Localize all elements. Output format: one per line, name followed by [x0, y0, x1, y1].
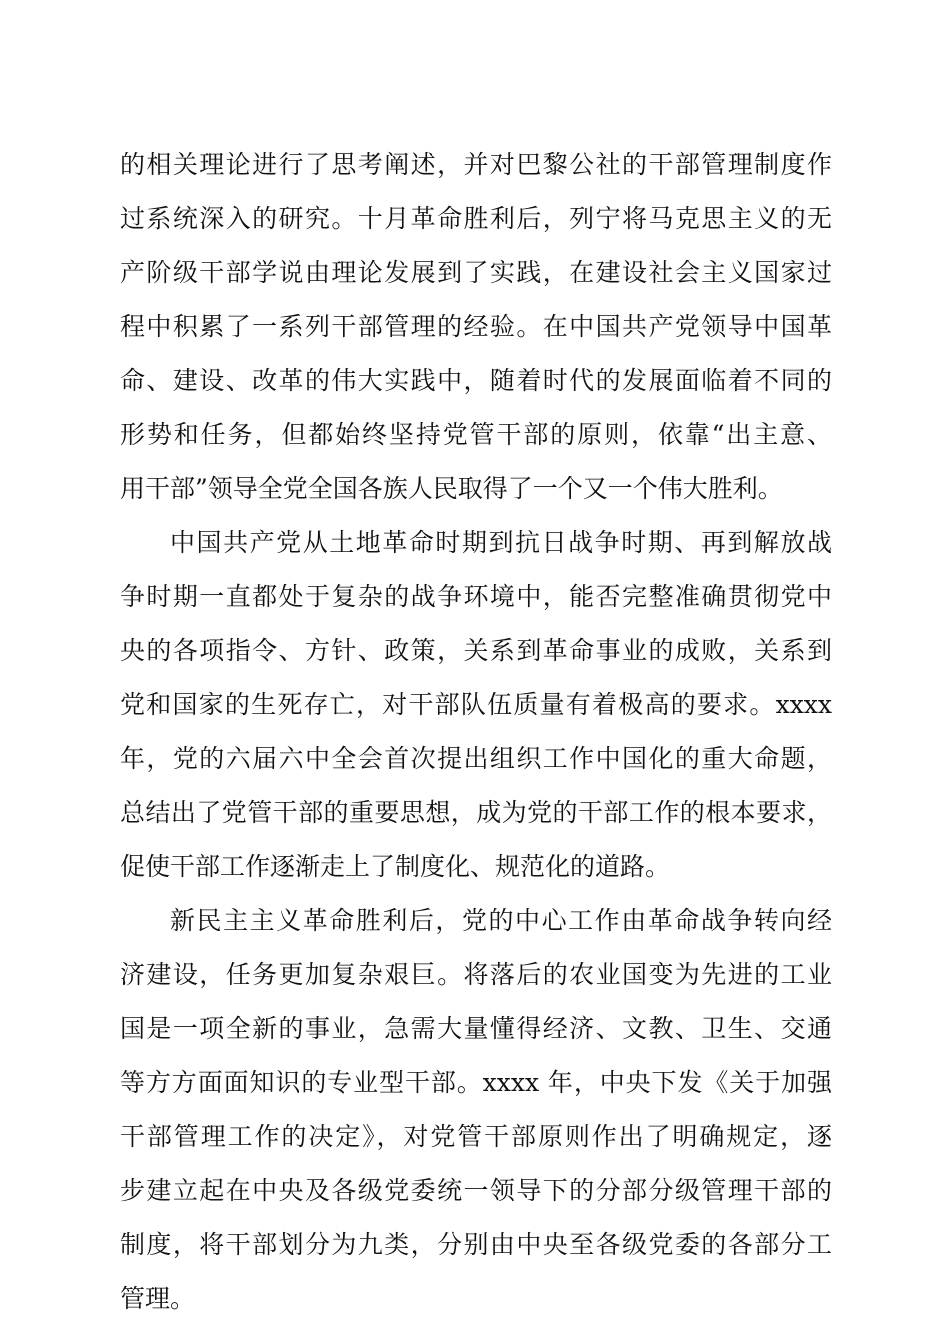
- text-line: 促使干部工作逐渐走上了制度化、规范化的道路。: [120, 852, 671, 881]
- text-line: 管理。: [120, 1284, 196, 1313]
- text-line: 济建设，任务更加复杂艰巨。将落后的农业国变为先进的工业: [120, 960, 832, 989]
- text-line: 等方方面面知识的专业型干部。xxxx 年，中央下发《关于加强: [120, 1068, 832, 1097]
- document-body: [120, 138, 832, 1326]
- text-line: 的相关理论进行了思考阐述，并对巴黎公社的干部管理制度作: [120, 150, 832, 179]
- text-line: 形势和任务，但都始终坚持党管干部的原则，依靠“出主意、: [120, 420, 832, 449]
- text-line: 总结出了党管干部的重要思想，成为党的干部工作的根本要求，: [120, 798, 832, 827]
- text-line: 命、建设、改革的伟大实践中，随着时代的发展面临着不同的: [120, 366, 832, 395]
- text-line: 新民主主义革命胜利后，党的中心工作由革命战争转向经: [170, 906, 832, 935]
- text-line: 过系统深入的研究。十月革命胜利后，列宁将马克思主义的无: [120, 204, 832, 233]
- text-line: 年，党的六届六中全会首次提出组织工作中国化的重大命题，: [120, 744, 832, 773]
- text-line: 中国共产党从土地革命时期到抗日战争时期、再到解放战: [170, 528, 832, 557]
- text-line: 程中积累了一系列干部管理的经验。在中国共产党领导中国革: [120, 312, 832, 341]
- text-line: 制度，将干部划分为九类，分别由中央至各级党委的各部分工: [120, 1230, 832, 1259]
- text-line: 国是一项全新的事业，急需大量懂得经济、文教、卫生、交通: [120, 1014, 832, 1043]
- text-line: 党和国家的生死存亡，对干部队伍质量有着极高的要求。xxxx: [120, 690, 832, 719]
- text-line: 争时期一直都处于复杂的战争环境中，能否完整准确贯彻党中: [120, 582, 832, 611]
- text-line: 用干部”领导全党全国各族人民取得了一个又一个伟大胜利。: [120, 474, 783, 503]
- text-line: 干部管理工作的决定》，对党管干部原则作出了明确规定，逐: [120, 1122, 832, 1151]
- text-line: 央的各项指令、方针、政策，关系到革命事业的成败，关系到: [120, 636, 832, 665]
- text-line: 步建立起在中央及各级党委统一领导下的分部分级管理干部的: [120, 1176, 832, 1205]
- text-line: 产阶级干部学说由理论发展到了实践，在建设社会主义国家过: [120, 258, 832, 287]
